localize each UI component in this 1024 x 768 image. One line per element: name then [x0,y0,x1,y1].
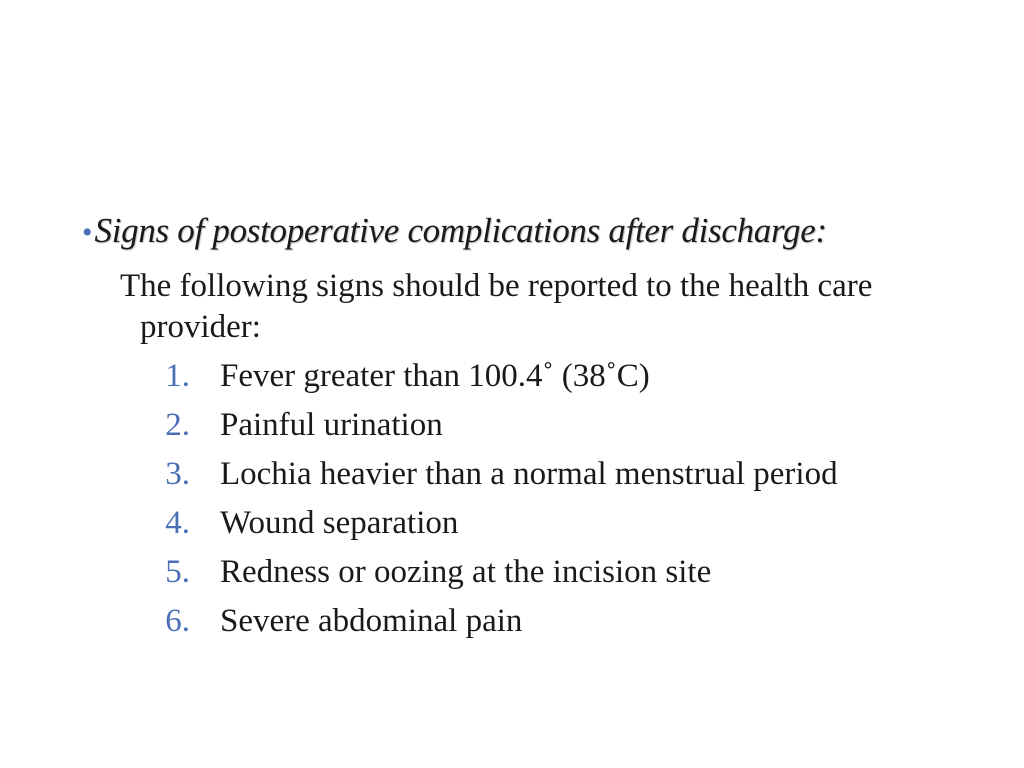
intro-text: The following signs should be reported to the health care provider: [120,268,873,345]
list-text: Painful urination [220,407,443,443]
list-item [120,603,838,652]
list-text: Lochia heavier than a normal menstrual period [220,456,838,492]
list-text: Severe abdominal pain [220,603,523,639]
list-number: 2. [165,407,190,443]
list-item [120,505,838,554]
list-item [120,407,838,456]
list-text: Wound separation [220,505,459,541]
list-number: 4. [165,505,190,541]
signs-list [120,358,838,652]
list-item [120,456,838,505]
bullet-icon: • [82,216,93,249]
list-item [120,358,838,407]
list-text: Redness or oozing at the incision site [220,554,712,590]
list-text: Fever greater than 100.4˚ (38˚C) [220,358,650,394]
list-number: 3. [165,456,190,492]
list-number: 5. [165,554,190,590]
section-heading [82,212,827,251]
list-number: 6. [165,603,190,639]
list-number: 1. [165,358,190,394]
list-item [120,554,838,603]
heading-text: Signs of postoperative complications after discharge: [94,211,827,250]
